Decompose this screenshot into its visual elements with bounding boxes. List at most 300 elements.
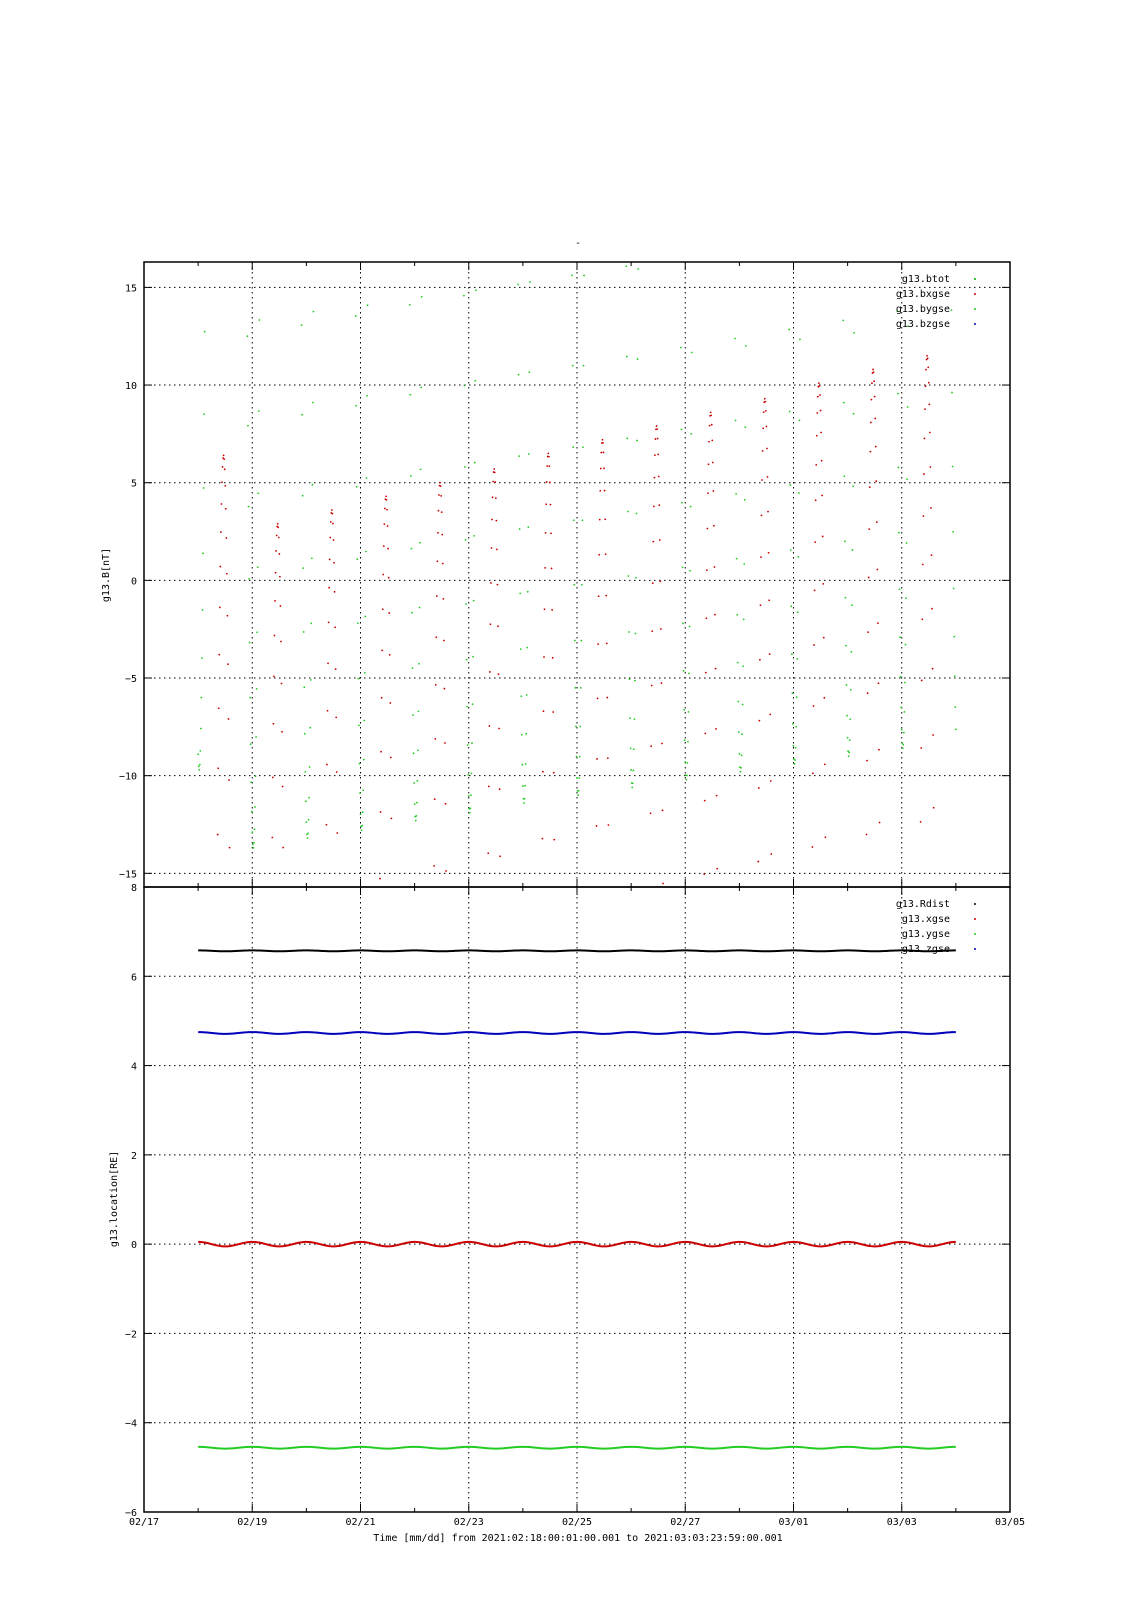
data-point — [250, 781, 252, 783]
data-point — [361, 829, 363, 831]
data-point — [931, 608, 933, 610]
data-point — [744, 499, 746, 501]
data-point — [440, 495, 442, 497]
data-point — [760, 556, 762, 558]
data-point — [278, 537, 280, 539]
data-point — [495, 520, 497, 522]
data-point — [633, 748, 635, 750]
data-point — [817, 396, 819, 398]
data-point — [384, 508, 386, 510]
data-point — [659, 539, 661, 541]
data-point — [519, 528, 521, 530]
x-tick-label: 02/21 — [345, 1517, 376, 1528]
data-point — [363, 720, 365, 722]
data-point — [357, 678, 359, 680]
data-point — [597, 643, 599, 645]
data-point — [767, 511, 769, 513]
data-point — [280, 641, 282, 643]
data-point — [388, 577, 390, 579]
data-point — [310, 622, 312, 624]
data-point — [578, 790, 580, 792]
data-point — [255, 736, 257, 738]
data-point — [791, 653, 793, 655]
data-point — [604, 490, 606, 492]
data-point — [220, 531, 222, 533]
data-point — [761, 479, 763, 481]
data-point — [281, 683, 283, 685]
data-point — [738, 731, 740, 733]
data-point — [420, 386, 422, 388]
data-point — [490, 582, 492, 584]
data-point — [336, 832, 338, 834]
data-point — [274, 600, 276, 602]
data-point — [362, 789, 364, 791]
data-point — [382, 608, 384, 610]
data-point — [661, 682, 663, 684]
data-point — [492, 496, 494, 498]
data-point — [845, 597, 847, 599]
data-point — [600, 468, 602, 470]
data-point — [437, 532, 439, 534]
data-point — [661, 743, 663, 745]
data-point — [926, 355, 928, 357]
data-point — [578, 777, 580, 779]
data-point — [201, 657, 203, 659]
data-point — [602, 439, 604, 441]
data-point — [387, 525, 389, 527]
top-y-tick-label: −5 — [124, 674, 137, 686]
data-point — [813, 705, 815, 707]
data-point — [494, 481, 496, 483]
data-point — [251, 811, 253, 813]
data-point — [706, 569, 708, 571]
data-point — [597, 697, 599, 699]
data-point — [496, 549, 498, 551]
data-point — [581, 584, 583, 586]
data-point — [467, 774, 469, 776]
data-point — [596, 758, 598, 760]
data-point — [866, 760, 868, 762]
data-point — [922, 564, 924, 566]
data-point — [277, 523, 279, 525]
data-point — [307, 832, 309, 834]
data-point — [229, 847, 231, 849]
x-tick-label: 03/01 — [778, 1517, 809, 1528]
data-point — [596, 825, 598, 827]
data-point — [901, 729, 903, 731]
data-point — [636, 513, 638, 515]
legend-entry-g13-bygse: g13.bygse — [895, 304, 950, 315]
data-point — [682, 623, 684, 625]
data-point — [628, 631, 630, 633]
data-point — [383, 545, 385, 547]
data-point — [788, 329, 790, 331]
data-point — [683, 709, 685, 711]
data-point — [326, 824, 328, 826]
data-point — [711, 440, 713, 442]
data-point — [796, 658, 798, 660]
data-point — [844, 540, 846, 542]
data-point — [709, 425, 711, 427]
data-point — [658, 476, 660, 478]
x-axis-label: Time [mm/dd] from 2021:02:18:00:01:00.001 to 2021:03:03:23:59:00.001 — [373, 1533, 783, 1544]
data-point — [248, 506, 250, 508]
data-point — [494, 471, 496, 473]
data-point — [598, 554, 600, 556]
data-point — [544, 608, 546, 610]
data-point — [930, 507, 932, 509]
data-point — [529, 281, 531, 283]
data-point — [365, 551, 367, 553]
data-point — [868, 577, 870, 579]
data-point — [681, 429, 683, 431]
data-point — [359, 763, 361, 765]
data-point — [439, 482, 441, 484]
data-point — [247, 335, 249, 337]
data-point — [546, 465, 548, 467]
data-point — [547, 453, 549, 455]
data-point — [312, 402, 314, 404]
data-point — [465, 539, 467, 541]
data-point — [761, 514, 763, 516]
data-point — [572, 446, 574, 448]
data-point — [411, 548, 413, 550]
data-point — [823, 697, 825, 699]
data-point — [582, 446, 584, 448]
legend-marker-g13-Rdist — [974, 903, 976, 905]
data-point — [794, 763, 796, 765]
data-point — [364, 672, 366, 674]
data-point — [711, 424, 713, 426]
data-point — [714, 566, 716, 568]
data-point — [409, 304, 411, 306]
data-point — [469, 812, 471, 814]
data-point — [387, 548, 389, 550]
data-point — [488, 725, 490, 727]
data-point — [630, 747, 632, 749]
data-point — [655, 438, 657, 440]
data-point — [904, 682, 906, 684]
data-point — [933, 807, 935, 809]
data-point — [815, 464, 817, 466]
data-point — [467, 744, 469, 746]
data-point — [740, 767, 742, 769]
data-point — [219, 566, 221, 568]
legend-marker-g13-bxgse — [974, 293, 976, 295]
data-point — [444, 742, 446, 744]
data-point — [688, 711, 690, 713]
data-point — [820, 410, 822, 412]
data-point — [327, 710, 329, 712]
bottom-y-axis-label: g13.location[RE] — [109, 1150, 120, 1248]
data-point — [607, 757, 609, 759]
data-point — [600, 452, 602, 454]
data-point — [764, 398, 766, 400]
data-point — [528, 371, 530, 373]
data-point — [551, 568, 553, 570]
data-point — [796, 696, 798, 698]
data-point — [743, 618, 745, 620]
data-point — [492, 481, 494, 483]
data-point — [383, 523, 385, 525]
data-point — [735, 420, 737, 422]
x-tick-label: 02/17 — [128, 1517, 160, 1528]
data-point — [204, 331, 206, 333]
data-point — [491, 547, 493, 549]
data-point — [842, 319, 844, 321]
x-tick-label: 02/27 — [670, 1517, 701, 1528]
data-point — [256, 688, 258, 690]
data-point — [217, 767, 219, 769]
data-point — [795, 726, 797, 728]
data-point — [199, 750, 201, 752]
data-point — [333, 562, 335, 564]
data-point — [604, 518, 606, 520]
legend-entry-g13-bxgse: g13.bxgse — [895, 289, 950, 300]
bottom-y-tick-label: −6 — [124, 1508, 137, 1519]
data-point — [468, 795, 470, 797]
data-point — [635, 577, 637, 579]
data-point — [420, 468, 422, 470]
data-point — [329, 537, 331, 539]
data-point — [199, 764, 201, 766]
data-point — [923, 473, 925, 475]
data-point — [740, 771, 742, 773]
data-point — [522, 785, 524, 787]
data-point — [388, 612, 390, 614]
data-point — [466, 706, 468, 708]
bottom-y-tick-label: −2 — [124, 1329, 137, 1341]
data-point — [653, 477, 655, 479]
data-point — [689, 570, 691, 572]
data-point — [386, 499, 388, 501]
data-point — [221, 503, 223, 505]
data-point — [878, 682, 880, 684]
data-point — [629, 678, 631, 680]
data-point — [526, 694, 528, 696]
data-point — [742, 665, 744, 667]
data-point — [488, 786, 490, 788]
data-point — [227, 663, 229, 665]
data-point — [524, 798, 526, 800]
data-point — [304, 771, 306, 773]
data-point — [273, 676, 275, 678]
data-point — [251, 831, 253, 833]
data-point — [902, 744, 904, 746]
data-point — [684, 761, 686, 763]
x-tick-label: 03/05 — [994, 1517, 1026, 1528]
data-point — [853, 332, 855, 334]
data-point — [869, 486, 871, 488]
data-point — [409, 394, 411, 396]
data-point — [603, 452, 605, 454]
data-point — [632, 782, 634, 784]
data-point — [660, 628, 662, 630]
data-point — [953, 588, 955, 590]
data-point — [442, 563, 444, 565]
data-point — [527, 526, 529, 528]
data-point — [852, 485, 854, 487]
data-point — [528, 453, 530, 455]
data-point — [544, 567, 546, 569]
data-point — [473, 600, 475, 602]
data-point — [790, 549, 792, 551]
data-point — [765, 410, 767, 412]
legend-entry-g13-zgse: g13.zgse — [901, 944, 950, 955]
data-point — [580, 687, 582, 689]
data-point — [329, 559, 331, 561]
data-point — [710, 411, 712, 413]
data-point — [441, 511, 443, 513]
data-point — [952, 466, 954, 468]
data-point — [769, 713, 771, 715]
data-point — [303, 631, 305, 633]
x-tick-label: 02/25 — [561, 1517, 593, 1528]
data-point — [381, 697, 383, 699]
data-point — [465, 603, 467, 605]
data-point — [550, 532, 552, 534]
data-point — [282, 847, 284, 849]
data-point — [764, 401, 766, 403]
data-point — [900, 707, 902, 709]
data-point — [716, 795, 718, 797]
data-point — [545, 503, 547, 505]
data-point — [715, 668, 717, 670]
data-point — [435, 684, 437, 686]
data-point — [475, 289, 477, 291]
data-point — [793, 745, 795, 747]
data-point — [745, 345, 747, 347]
data-point — [637, 268, 639, 270]
data-point — [951, 392, 953, 394]
data-point — [932, 668, 934, 670]
data-point — [704, 800, 706, 802]
data-point — [311, 484, 313, 486]
data-point — [223, 454, 225, 456]
data-point — [490, 623, 492, 625]
data-point — [825, 836, 827, 838]
data-point — [201, 697, 203, 699]
data-point — [906, 478, 908, 480]
data-point — [274, 635, 276, 637]
data-point — [203, 413, 205, 415]
data-point — [922, 515, 924, 517]
data-point — [520, 648, 522, 650]
data-point — [955, 728, 957, 730]
data-point — [358, 725, 360, 727]
data-point — [684, 739, 686, 741]
data-point — [921, 618, 923, 620]
x-tick-label: 02/23 — [453, 1517, 484, 1528]
data-point — [218, 707, 220, 709]
data-point — [572, 365, 574, 367]
data-point — [519, 592, 521, 594]
data-point — [435, 636, 437, 638]
data-point — [928, 382, 930, 384]
data-point — [256, 631, 258, 633]
data-point — [415, 815, 417, 817]
data-point — [472, 703, 474, 705]
data-point — [704, 733, 706, 735]
data-point — [307, 837, 309, 839]
data-point — [574, 687, 576, 689]
data-point — [389, 702, 391, 704]
legend-entry-g13-xgse: g13.xgse — [901, 914, 950, 925]
data-point — [650, 812, 652, 814]
data-point — [445, 870, 447, 872]
data-point — [876, 569, 878, 571]
bottom-y-tick-label: 0 — [130, 1240, 137, 1252]
data-point — [898, 467, 900, 469]
data-point — [576, 756, 578, 758]
data-point — [491, 519, 493, 521]
data-point — [662, 809, 664, 811]
data-point — [418, 710, 420, 712]
data-point — [735, 493, 737, 495]
data-point — [418, 663, 420, 665]
data-point — [637, 358, 639, 360]
legend-marker-g13-xgse — [974, 918, 976, 920]
data-point — [848, 755, 850, 757]
data-point — [580, 640, 582, 642]
data-point — [434, 738, 436, 740]
top-y-tick-label: 5 — [130, 478, 137, 490]
data-point — [252, 847, 254, 849]
data-point — [281, 731, 283, 733]
data-point — [625, 265, 627, 267]
data-point — [227, 615, 229, 617]
data-point — [334, 591, 336, 593]
data-point — [852, 549, 854, 551]
data-point — [200, 728, 202, 730]
data-point — [499, 788, 501, 790]
data-point — [681, 502, 683, 504]
data-point — [605, 595, 607, 597]
data-point — [469, 807, 471, 809]
data-point — [362, 811, 364, 813]
data-point — [635, 633, 637, 635]
data-point — [742, 704, 744, 706]
data-point — [410, 475, 412, 477]
data-point — [821, 495, 823, 497]
data-point — [874, 418, 876, 420]
data-point — [789, 411, 791, 413]
data-point — [853, 413, 855, 415]
data-point — [847, 737, 849, 739]
data-point — [275, 550, 277, 552]
data-point — [650, 745, 652, 747]
data-point — [766, 448, 768, 450]
data-point — [812, 846, 814, 848]
bottom-y-tick-label: 2 — [130, 1150, 137, 1162]
data-point — [736, 558, 738, 560]
data-point — [280, 605, 282, 607]
data-point — [309, 727, 311, 729]
data-point — [870, 422, 872, 424]
data-point — [708, 463, 710, 465]
data-point — [867, 692, 869, 694]
data-point — [875, 480, 877, 482]
data-point — [606, 697, 608, 699]
data-point — [799, 338, 801, 340]
data-point — [928, 404, 930, 406]
data-point — [308, 797, 310, 799]
data-point — [757, 861, 759, 863]
data-point — [843, 402, 845, 404]
data-point — [412, 667, 414, 669]
data-point — [443, 640, 445, 642]
legend-marker-g13-ygse — [974, 933, 976, 935]
